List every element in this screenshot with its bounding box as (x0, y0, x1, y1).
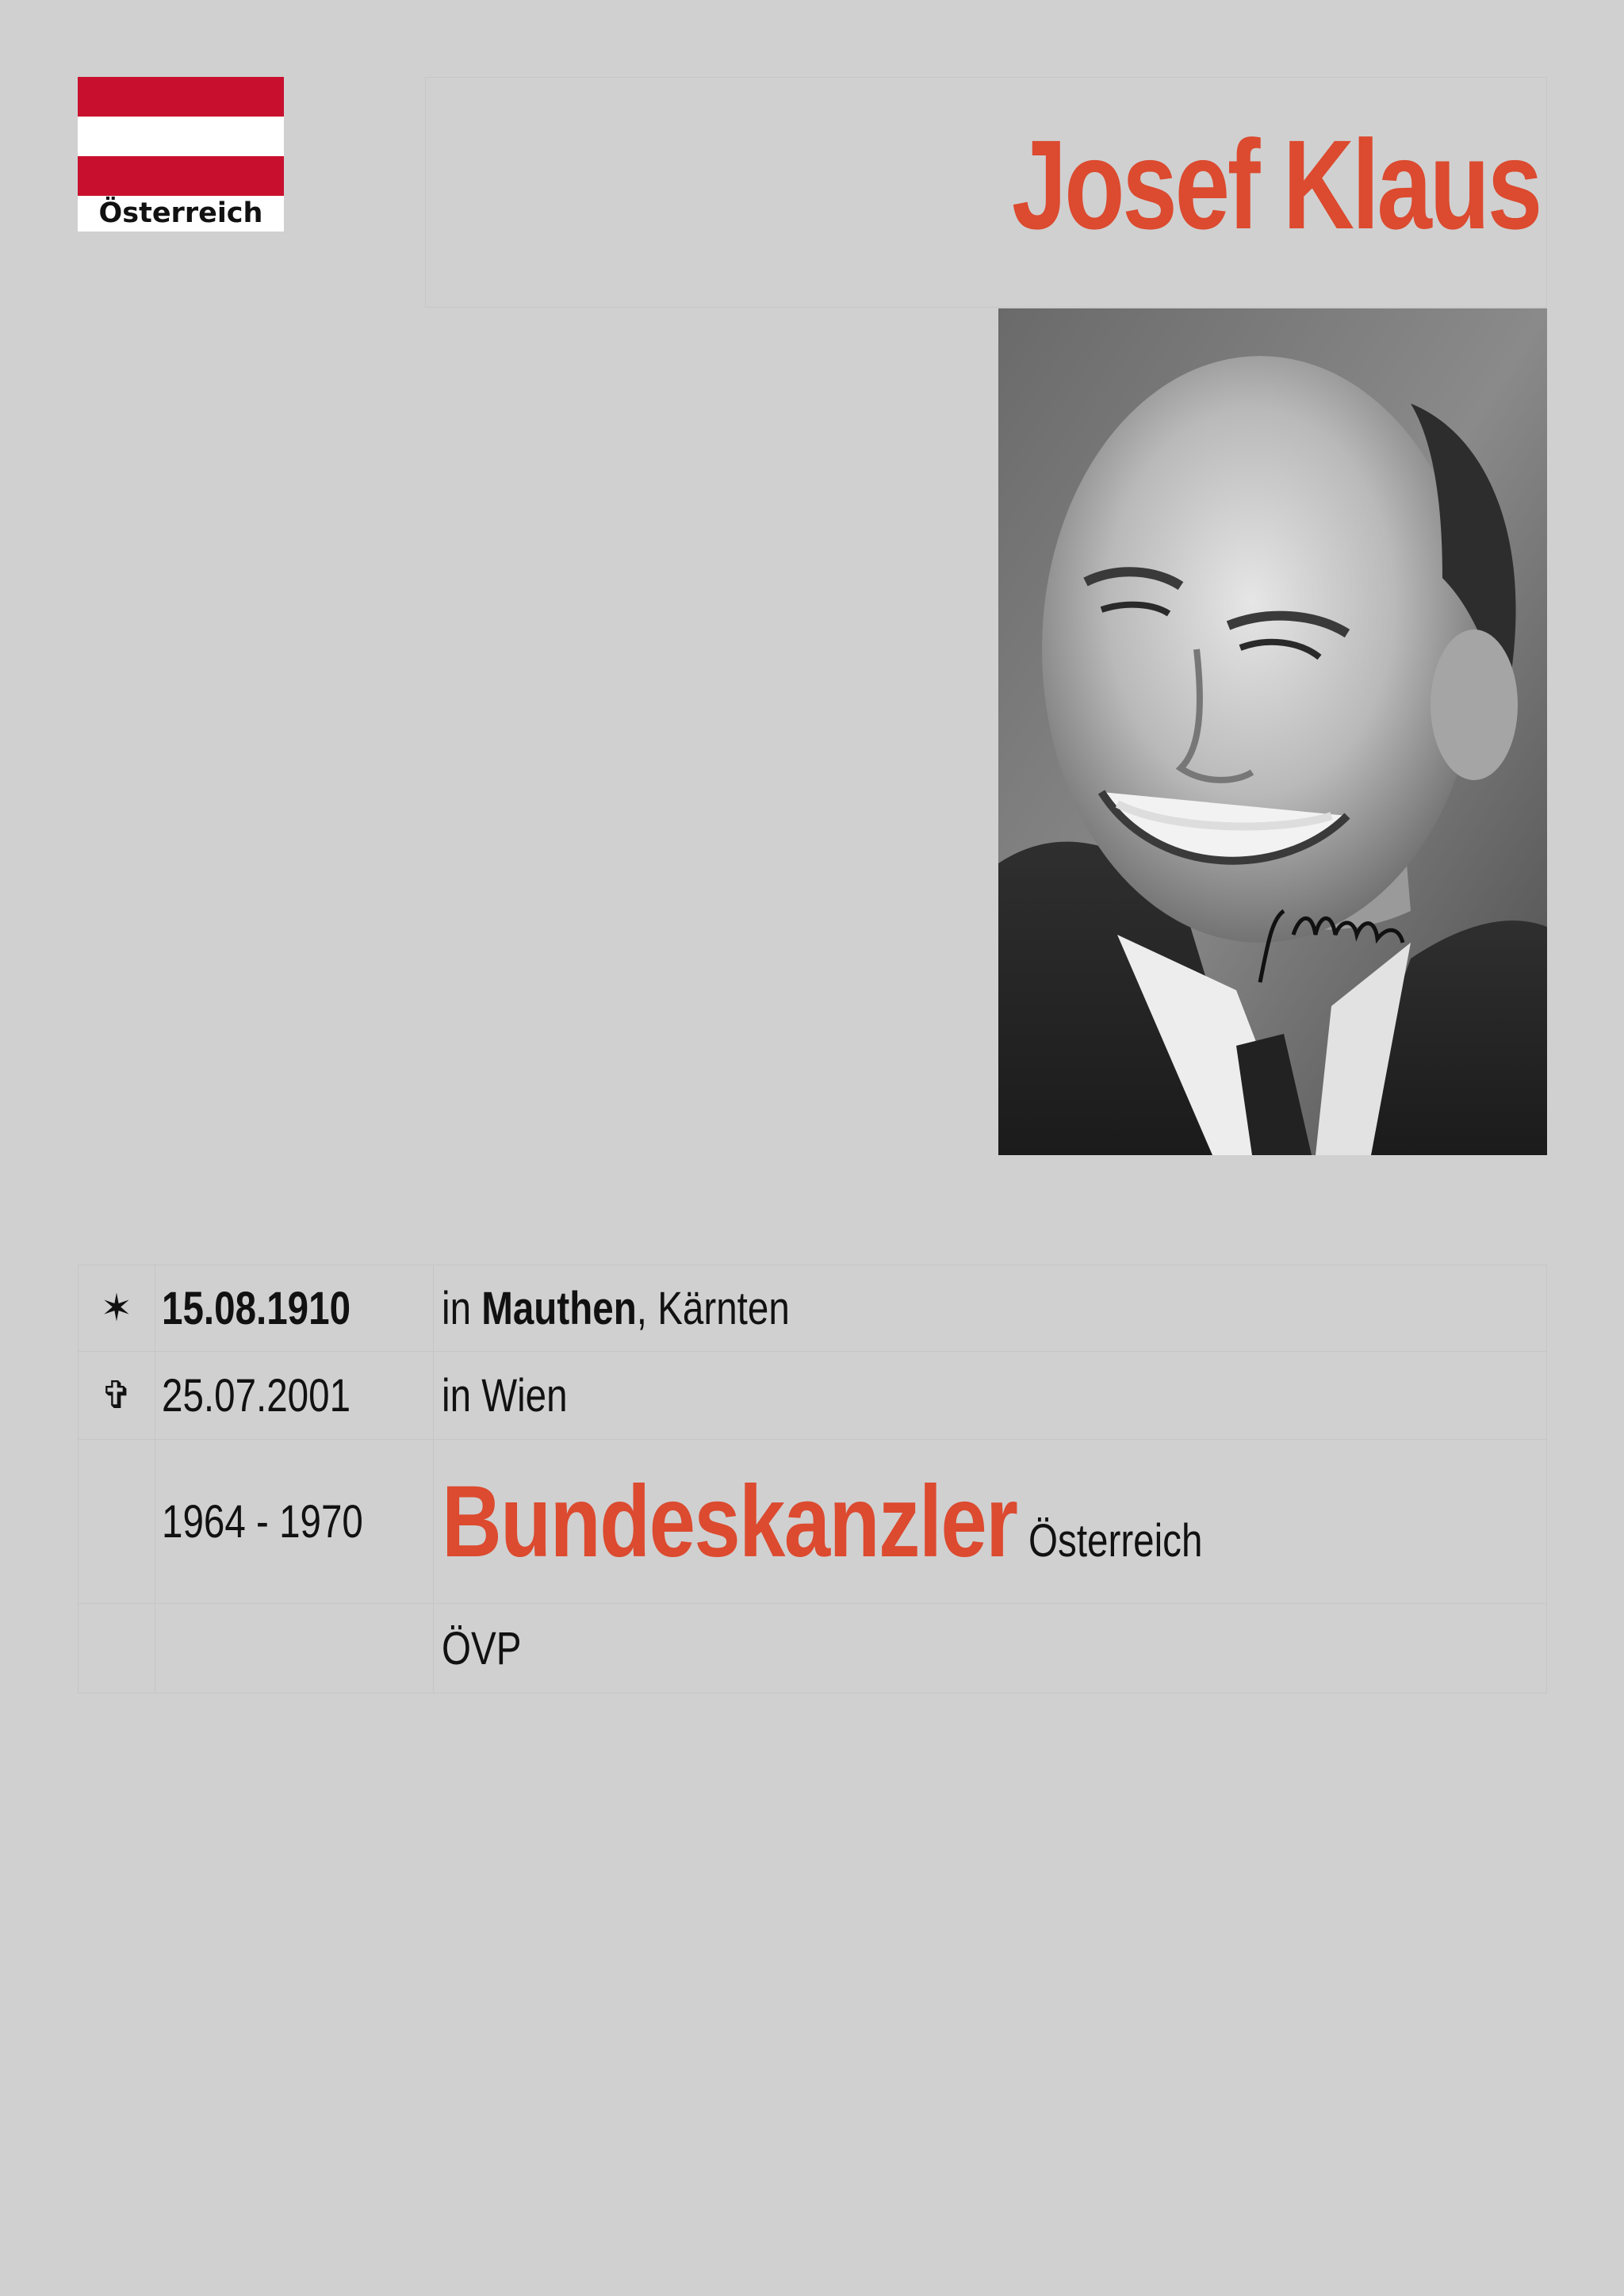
office-title: Bundeskanzler (442, 1464, 1017, 1578)
birth-date: 15.08.1910 (162, 1282, 351, 1334)
title-box (425, 77, 1547, 308)
death-place: in Wien (442, 1369, 568, 1422)
death-date: 25.07.2001 (162, 1369, 351, 1422)
birth-star-icon: ✶ (79, 1265, 155, 1352)
biography-table (78, 1265, 1547, 1693)
office-country: Österreich (1028, 1514, 1203, 1567)
flag-red-stripe-bottom (78, 156, 284, 196)
office-row (79, 1440, 1547, 1604)
flag-white-stripe (78, 117, 284, 156)
portrait-photo (998, 308, 1547, 1155)
birth-row (79, 1265, 1547, 1352)
flag-label: Österreich (98, 197, 263, 229)
page-title: Josef Klaus (1011, 113, 1540, 255)
party-name: ÖVP (442, 1622, 522, 1674)
death-cross-icon: ✞ (79, 1352, 155, 1440)
office-period: 1964 - 1970 (162, 1495, 363, 1548)
austria-flag (78, 77, 284, 232)
party-row (79, 1604, 1547, 1693)
birth-place: in Mauthen, Kärnten (442, 1282, 790, 1334)
flag-red-stripe-top (78, 77, 284, 117)
death-row (79, 1352, 1547, 1440)
